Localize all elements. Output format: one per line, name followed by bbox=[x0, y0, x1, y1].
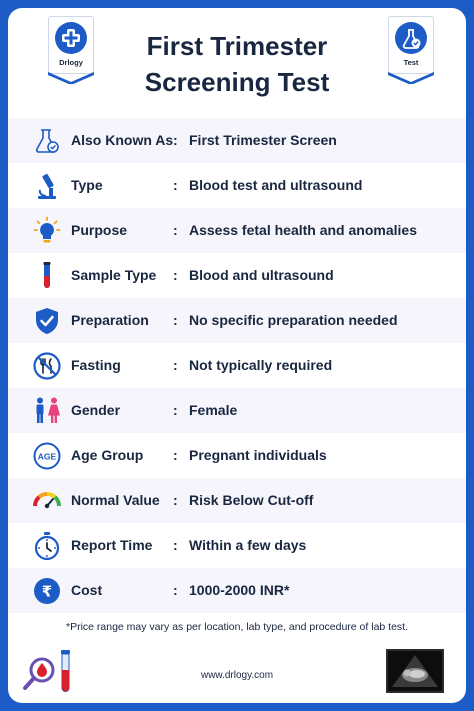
row-label: Report Time bbox=[71, 537, 153, 553]
row-label: Normal Value bbox=[71, 492, 160, 508]
row-label: Type bbox=[71, 177, 103, 193]
row-separator: : bbox=[173, 447, 178, 463]
infographic-card bbox=[8, 8, 466, 703]
row-separator: : bbox=[173, 312, 178, 328]
shield-check-icon bbox=[32, 306, 62, 336]
row-label: Gender bbox=[71, 402, 121, 418]
row-separator: : bbox=[173, 267, 178, 283]
info-table bbox=[8, 118, 466, 613]
table-row bbox=[8, 343, 466, 388]
lab-flask-icon bbox=[32, 126, 62, 156]
row-separator: : bbox=[173, 402, 178, 418]
row-value: Pregnant individuals bbox=[189, 447, 327, 463]
price-footnote: *Price range may vary as per location, lab type, and procedure of lab test. bbox=[65, 621, 409, 633]
table-row bbox=[8, 208, 466, 253]
row-value: First Trimester Screen bbox=[189, 132, 337, 148]
table-row bbox=[8, 298, 466, 343]
website-link[interactable]: www.drlogy.com bbox=[200, 670, 274, 681]
microscope-icon bbox=[32, 171, 62, 201]
ultrasound-scan-image bbox=[386, 649, 444, 693]
table-row bbox=[8, 118, 466, 163]
row-separator: : bbox=[173, 132, 178, 148]
stopwatch-icon bbox=[32, 531, 62, 561]
row-value: Not typically required bbox=[189, 357, 333, 373]
row-label: Fasting bbox=[71, 357, 121, 373]
table-row bbox=[8, 433, 466, 478]
no-food-icon bbox=[32, 351, 62, 381]
row-separator: : bbox=[173, 582, 178, 598]
row-separator: : bbox=[173, 177, 178, 193]
row-value: Within a few days bbox=[189, 537, 307, 553]
row-value: No specific preparation needed bbox=[189, 312, 398, 328]
test-badge[interactable] bbox=[388, 16, 434, 86]
rupee-symbol: ₹ bbox=[41, 582, 53, 601]
row-label: Age Group bbox=[71, 447, 144, 463]
row-value: Blood and ultrasound bbox=[189, 267, 334, 283]
row-label: Sample Type bbox=[71, 267, 157, 283]
table-row bbox=[8, 478, 466, 523]
row-separator: : bbox=[173, 537, 178, 553]
row-separator: : bbox=[173, 357, 178, 373]
title-line-2: Screening Test bbox=[144, 67, 330, 97]
flask-check-icon bbox=[395, 22, 427, 54]
age-icon bbox=[32, 441, 62, 471]
row-value: Risk Below Cut-off bbox=[189, 492, 314, 508]
gauge-icon bbox=[32, 486, 62, 516]
row-label: Preparation bbox=[71, 312, 149, 328]
ribbon-tip bbox=[388, 72, 434, 84]
row-label: Cost bbox=[71, 582, 103, 598]
lightbulb-icon bbox=[32, 216, 62, 246]
test-tube-icon bbox=[32, 261, 62, 291]
row-value: Assess fetal health and anomalies bbox=[189, 222, 417, 238]
row-separator: : bbox=[173, 492, 178, 508]
table-row bbox=[8, 253, 466, 298]
page-title bbox=[88, 28, 386, 100]
age-icon-text: AGE bbox=[37, 451, 57, 462]
row-value: 1000-2000 INR* bbox=[189, 582, 290, 598]
badge-label: Test bbox=[403, 58, 419, 67]
row-value: Blood test and ultrasound bbox=[189, 177, 363, 193]
row-label: Purpose bbox=[71, 222, 128, 238]
table-row bbox=[8, 523, 466, 568]
title-line-1: First Trimester bbox=[146, 31, 328, 61]
medical-cross-icon bbox=[55, 22, 87, 54]
row-separator: : bbox=[173, 222, 178, 238]
gender-icon bbox=[32, 396, 62, 426]
rupee-icon bbox=[32, 576, 62, 606]
table-row bbox=[8, 163, 466, 208]
logo-label: Drlogy bbox=[59, 58, 83, 67]
row-value: Female bbox=[189, 402, 238, 418]
table-row bbox=[8, 388, 466, 433]
row-label: Also Known As bbox=[71, 132, 174, 148]
table-row bbox=[8, 568, 466, 613]
